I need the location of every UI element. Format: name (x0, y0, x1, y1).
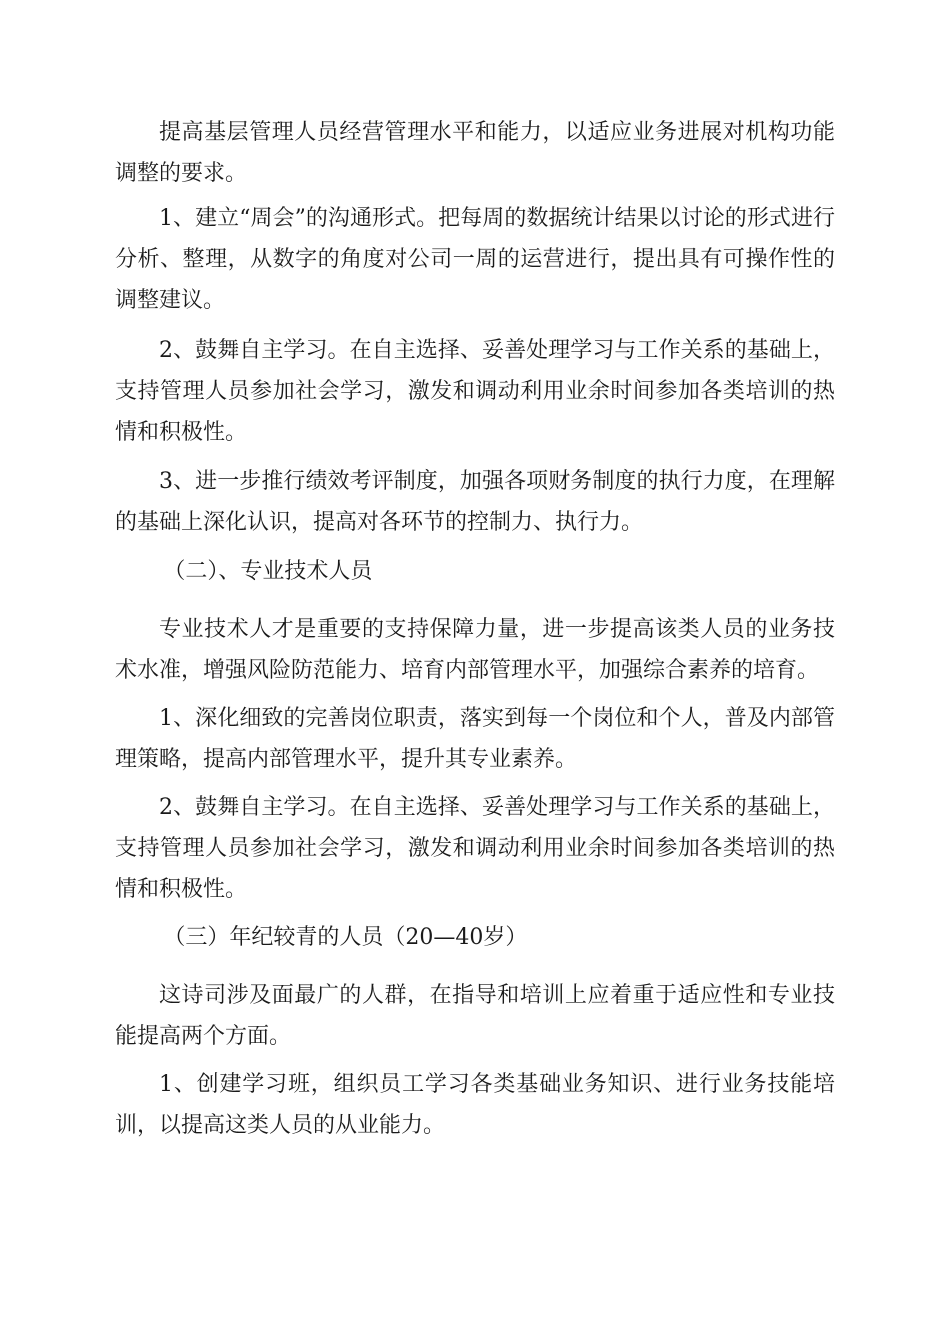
paragraph-item-1-weekly-meeting: 1、建立“周会”的沟通形式。把每周的数据统计结果以讨论的形式进行分析、整理，从数字的角度对公司一周的运营进行，提出具有可操作性的调整建议。 (115, 206, 835, 313)
section-heading-2: （二）、专业技术人员 (163, 559, 373, 584)
paragraph-intro: 提高基层管理人员经营管理水平和能力，以适应业务进展对机构功能调整的要求。 (115, 120, 835, 186)
paragraph-item-1-study-class: 1、创建学习班，组织员工学习各类基础业务知识、进行业务技能培训，以提高这类人员的从业能力。 (115, 1072, 835, 1138)
paragraph-young-staff: 这诗司涉及面最广的人群，在指导和培训上应着重于适应性和专业技能提高两个方面。 (115, 983, 835, 1049)
paragraph-item-2-self-study-repeat: 2、鼓舞自主学习。在自主选择、妥善处理学习与工作关系的基础上，支持管理人员参加社会学习，激发和调动利用业余时间参加各类培训的热情和积极性。 (115, 795, 835, 902)
paragraph-item-1-duties: 1、深化细致的完善岗位职责，落实到每一个岗位和个人，普及内部管理策略，提高内部管理水平，提升其专业素养。 (115, 706, 835, 772)
paragraph-technical-staff: 专业技术人才是重要的支持保障力量，进一步提高该类人员的业务技术水准，增强风险防范能力、培育内部管理水平，加强综合素养的培育。 (115, 617, 835, 683)
section-heading-3: （三）年纪较青的人员（20—40岁） (163, 925, 528, 950)
paragraph-item-2-self-study: 2、鼓舞自主学习。在自主选择、妥善处理学习与工作关系的基础上，支持管理人员参加社会学习，激发和调动利用业余时间参加各类培训的热情和积极性。 (115, 338, 835, 445)
paragraph-item-3-performance: 3、进一步推行绩效考评制度，加强各项财务制度的执行力度，在理解的基础上深化认识，提高对各环节的控制力、执行力。 (115, 469, 835, 535)
